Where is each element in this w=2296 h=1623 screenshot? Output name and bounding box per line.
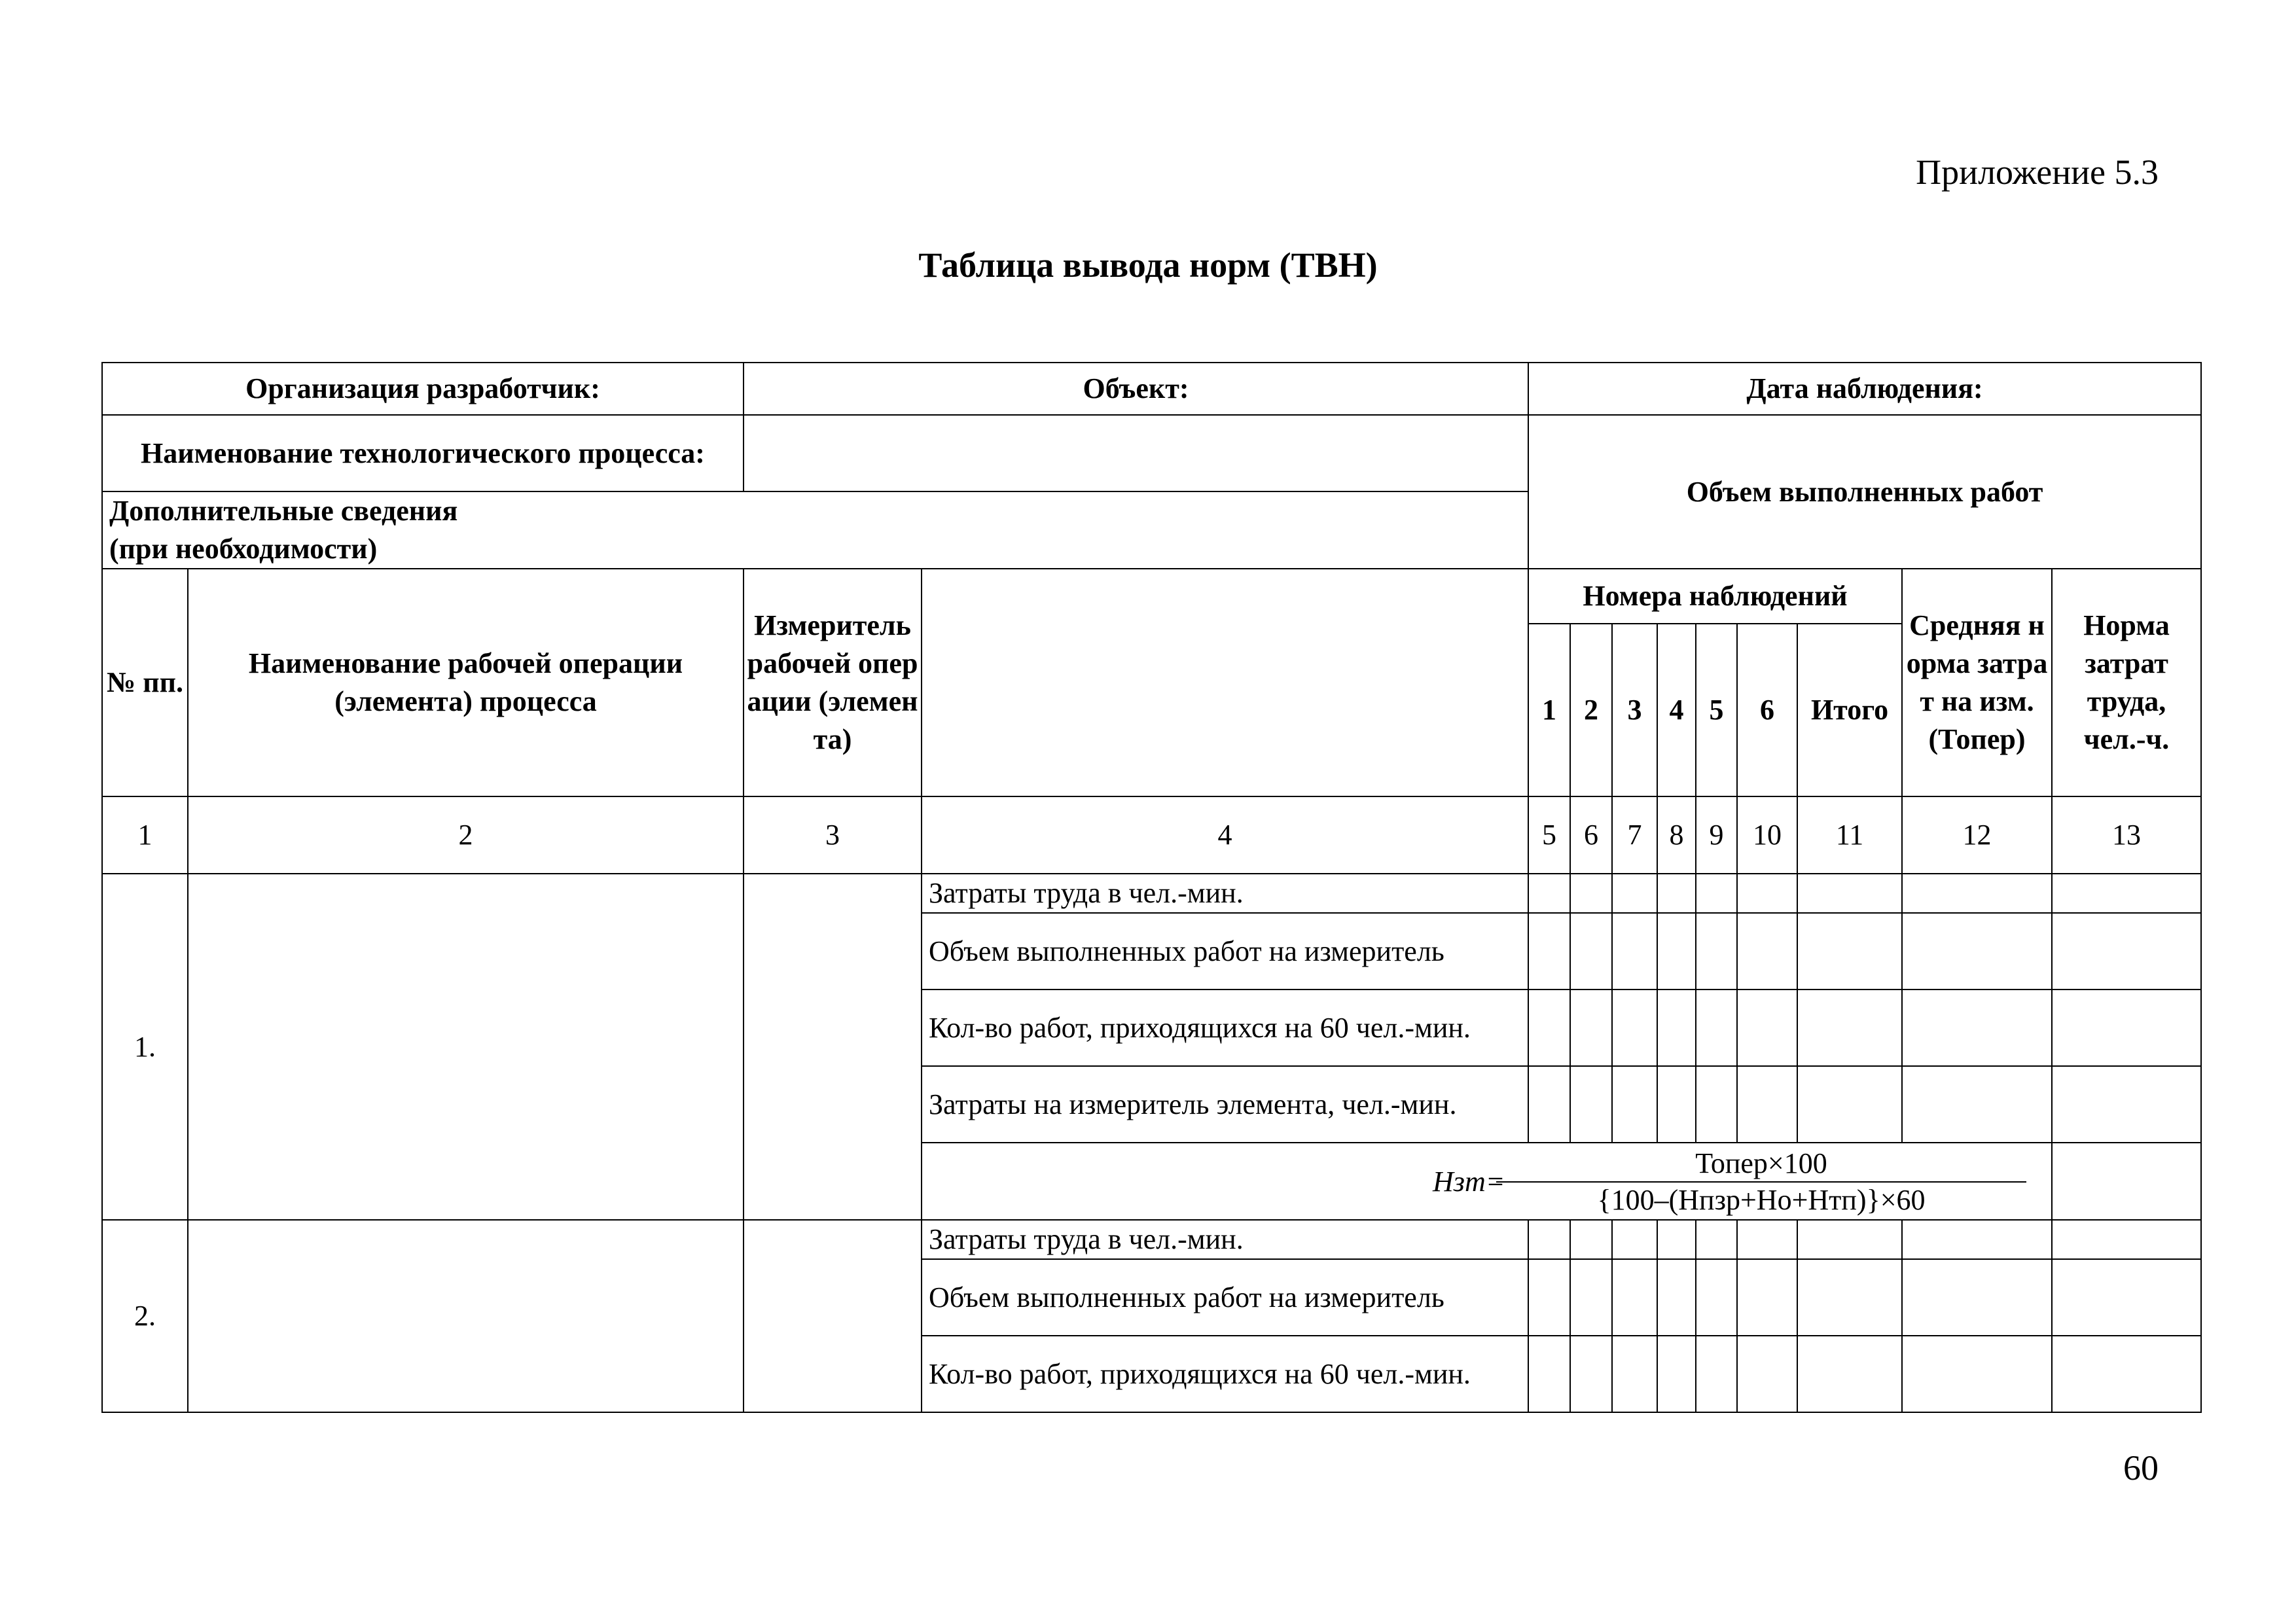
process-name-value <box>744 415 1528 491</box>
obs-number-5: 5 <box>1696 624 1737 796</box>
operation-name-cell <box>188 1220 744 1412</box>
formula-cell <box>922 1143 2052 1220</box>
col-index: 8 <box>1657 796 1696 874</box>
obs-number-1: 1 <box>1528 624 1570 796</box>
obs-number-3: 3 <box>1612 624 1657 796</box>
page-number: 60 <box>2123 1448 2159 1488</box>
header-row-1 <box>102 363 2201 415</box>
formula-lhs: Нзт= <box>1433 1166 1505 1198</box>
col-total-header: Итого <box>1797 624 1902 796</box>
row-label: Затраты труда в чел.-мин. <box>922 874 1528 913</box>
col-num-header: № пп. <box>102 569 188 796</box>
row-number: 1. <box>102 874 188 1220</box>
col-index: 13 <box>2052 796 2201 874</box>
additional-info-line-1: Дополнительные сведения <box>109 495 458 527</box>
col-index: 5 <box>1528 796 1570 874</box>
col-index: 9 <box>1696 796 1737 874</box>
column-header-row-1 <box>102 569 2201 624</box>
col-index: 12 <box>1902 796 2052 874</box>
col-index: 3 <box>744 796 922 874</box>
date-label: Дата наблюдения: <box>1528 363 2201 415</box>
meter-cell <box>744 874 922 1220</box>
col-index: 2 <box>188 796 744 874</box>
col-index: 6 <box>1570 796 1612 874</box>
volume-label: Объем выполненных работ <box>1528 415 2201 569</box>
table-row <box>102 874 2201 913</box>
obs-number-4: 4 <box>1657 624 1696 796</box>
col-index: 7 <box>1612 796 1657 874</box>
formula-denominator: {100–(Нпзр+Но+Нтп)}×60 <box>1597 1184 1926 1216</box>
col-index: 1 <box>102 796 188 874</box>
operation-name-cell <box>188 874 744 1220</box>
obs-number-2: 2 <box>1570 624 1612 796</box>
column-index-row <box>102 796 2201 874</box>
row-label: Кол-во работ, приходящихся на 60 чел.-мин. <box>922 1336 1528 1412</box>
col-avg-norm-header: Средняя норма затрат на изм. (Топер) <box>1902 569 2052 796</box>
col-operation-header: Наименование рабочей операции (элемента) процесса <box>188 569 744 796</box>
col-index: 4 <box>922 796 1528 874</box>
row-number: 2. <box>102 1220 188 1412</box>
header-row-2 <box>102 415 2201 491</box>
process-name-label: Наименование технологического процесса: <box>102 415 744 491</box>
organization-label: Организация разработчик: <box>102 363 744 415</box>
col-description-header <box>922 569 1528 796</box>
obs-number-6: 6 <box>1737 624 1797 796</box>
table-row <box>102 1220 2201 1259</box>
object-label: Объект: <box>744 363 1528 415</box>
row-label: Объем выполненных работ на измеритель <box>922 1259 1528 1336</box>
col-labor-norm-header: Норма затрат труда, чел.-ч. <box>2052 569 2201 796</box>
observations-header: Номера наблюдений <box>1528 569 1902 624</box>
labor-norm-cell <box>2052 1143 2201 1220</box>
meter-cell <box>744 1220 922 1412</box>
col-index: 10 <box>1737 796 1797 874</box>
additional-info-line-2: (при необходимости) <box>109 533 378 565</box>
row-label: Затраты труда в чел.-мин. <box>922 1220 1528 1259</box>
row-label: Объем выполненных работ на измеритель <box>922 913 1528 990</box>
norms-table <box>101 362 2202 1413</box>
additional-info-label <box>102 491 1528 569</box>
formula-numerator: Топер×100 <box>1695 1147 1827 1179</box>
col-meter-header: Измеритель рабочей операции (элемента) <box>744 569 922 796</box>
row-label: Затраты на измеритель элемента, чел.-мин. <box>922 1066 1528 1143</box>
appendix-label: Приложение 5.3 <box>1916 152 2159 192</box>
document-title: Таблица вывода норм (ТВН) <box>918 245 1378 285</box>
row-label: Кол-во работ, приходящихся на 60 чел.-мин. <box>922 990 1528 1066</box>
col-index: 11 <box>1797 796 1902 874</box>
